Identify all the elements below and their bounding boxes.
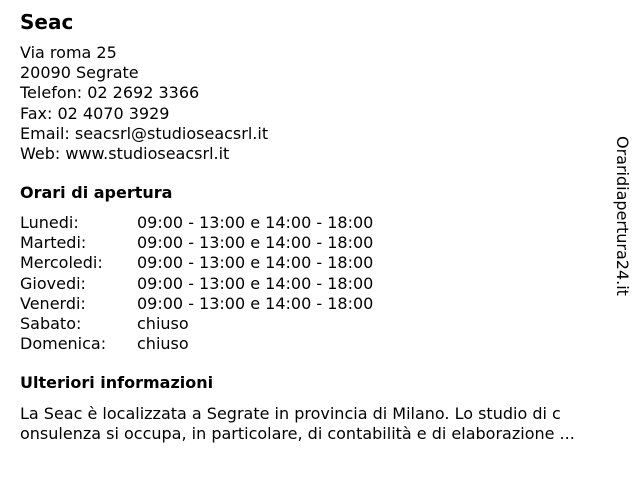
day-label: Martedi:: [20, 233, 87, 253]
day-label: Venerdi:: [20, 293, 86, 313]
day-label: Mercoledi:: [20, 253, 103, 273]
day-hours: 09:00 - 13:00 e 14:00 - 18:00: [137, 293, 374, 313]
hours-row-friday: [20, 294, 440, 314]
opening-hours-heading: Orari di apertura: [20, 183, 173, 202]
day-hours: chiuso: [137, 334, 189, 354]
email-address: Email: seacsrl@studioseacsrl.it: [20, 123, 269, 143]
hours-row-tuesday: [20, 233, 440, 253]
hours-row-sunday: [20, 334, 440, 354]
additional-info-heading: Ulteriori informazioni: [20, 373, 214, 392]
website-address: Web: www.studioseacsrl.it: [20, 144, 230, 164]
day-hours: 09:00 - 13:00 e 14:00 - 18:00: [137, 253, 374, 273]
hours-row-wednesday: [20, 253, 440, 273]
business-name: Seac: [20, 10, 74, 34]
business-description: [20, 404, 575, 444]
day-label: Lunedi:: [20, 213, 79, 232]
hours-row-saturday: [20, 314, 440, 334]
hours-row-monday: [20, 213, 440, 233]
day-hours: chiuso: [137, 313, 189, 333]
fax-number: Fax: 02 4070 3929: [20, 103, 170, 123]
site-watermark: Oraridiapertura24.it: [613, 136, 632, 296]
day-hours: 09:00 - 13:00 e 14:00 - 18:00: [137, 233, 374, 253]
day-label: Giovedi:: [20, 273, 86, 293]
day-hours: 09:00 - 13:00 e 14:00 - 18:00: [137, 273, 374, 293]
contact-block: [20, 43, 268, 164]
description-line: La Seac è localizzata a Segrate in provincia di Milano. Lo studio di c: [20, 404, 561, 423]
day-label: Sabato:: [20, 313, 82, 333]
description-line: onsulenza si occupa, in particolare, di contabilità e di elaborazione ...: [20, 424, 575, 444]
day-hours: 09:00 - 13:00 e 14:00 - 18:00: [137, 213, 374, 232]
hours-row-thursday: [20, 274, 440, 294]
city-postcode: 20090 Segrate: [20, 63, 139, 83]
phone-number: Telefon: 02 2692 3366: [20, 83, 200, 103]
opening-hours-table: [20, 213, 440, 354]
day-label: Domenica:: [20, 334, 107, 354]
street-address: Via roma 25: [20, 43, 117, 62]
